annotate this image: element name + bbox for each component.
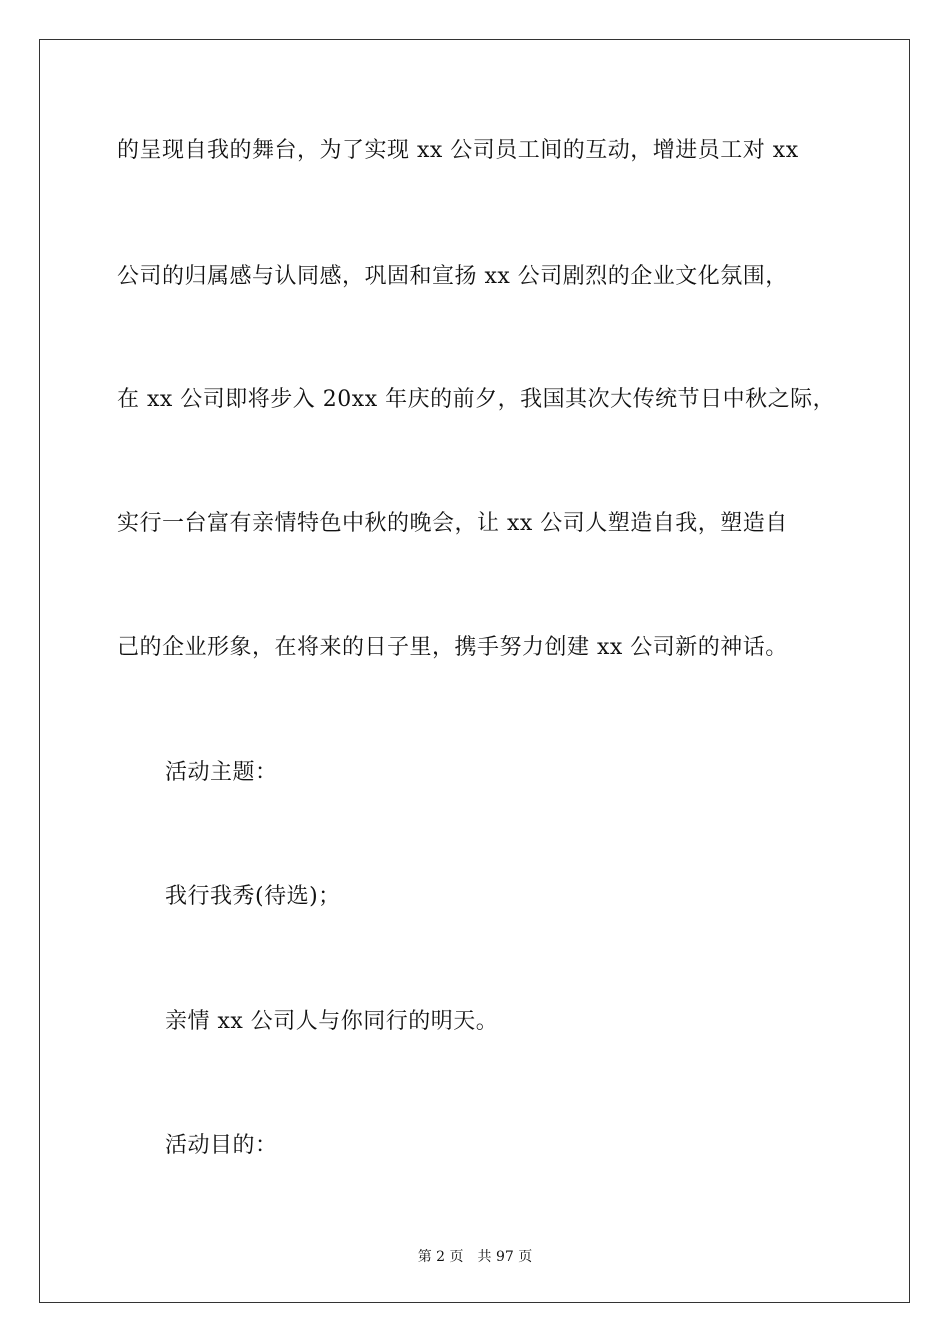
purpose-heading: 活动目的： xyxy=(165,1133,278,1158)
theme-item-2: 亲情 xx 公司人与你同行的明天。 xyxy=(165,1009,499,1034)
theme-item-1: 我行我秀(待选)； xyxy=(165,884,341,909)
paragraph-line-3: 在 xx 公司即将步入 20xx 年庆的前夕，我国其次大传统节日中秋之际， xyxy=(117,387,836,412)
page-footer xyxy=(0,1249,950,1265)
theme-heading: 活动主题： xyxy=(165,760,278,785)
paragraph-line-4: 实行一台富有亲情特色中秋的晚会，让 xx 公司人塑造自我，塑造自 xyxy=(117,511,788,536)
paragraph-line-5: 己的企业形象，在将来的日子里，携手努力创建 xx 公司新的神话。 xyxy=(117,635,788,660)
paragraph-line-2: 公司的归属感与认同感，巩固和宣扬 xx 公司剧烈的企业文化氛围， xyxy=(117,264,788,289)
page-number: 第 2 页 xyxy=(417,1249,464,1265)
total-pages: 共 97 页 xyxy=(477,1249,533,1265)
paragraph-line-1: 的呈现自我的舞台，为了实现 xx 公司员工间的互动，增进员工对 xx xyxy=(117,138,799,163)
page-frame xyxy=(39,39,910,1303)
